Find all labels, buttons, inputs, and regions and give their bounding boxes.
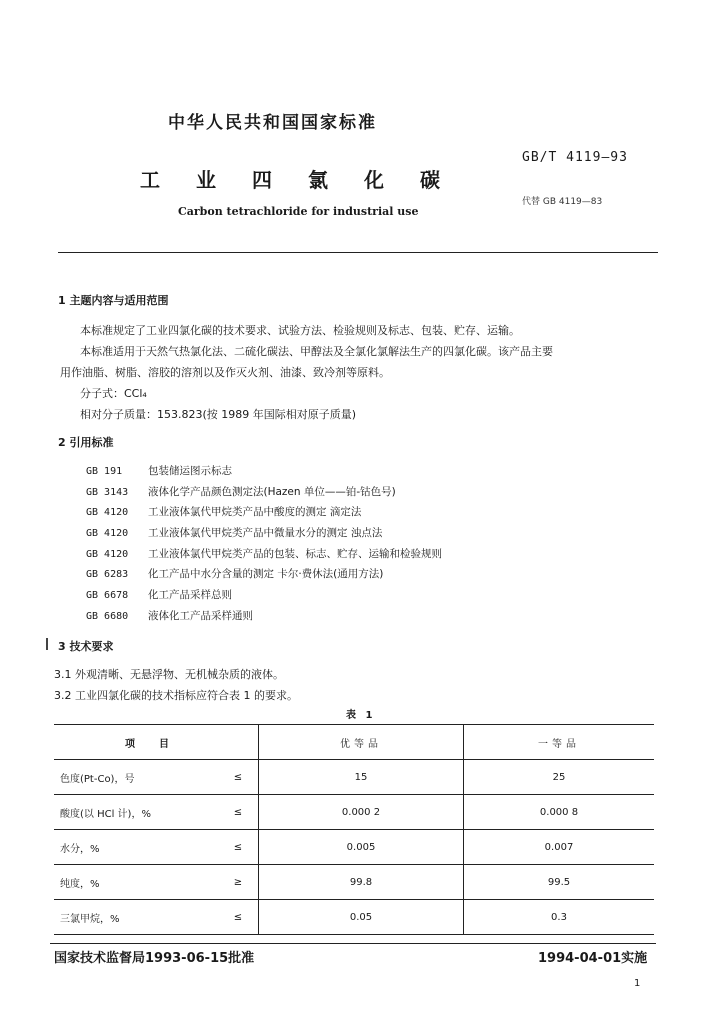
row-superior: 99.8 [259, 865, 464, 900]
row-symbol: ≤ [233, 841, 243, 853]
table-caption: 表 1 [346, 710, 376, 721]
clause-3-2: 3.2 工业四氯化碳的技术指标应符合表 1 的要求。 [54, 689, 298, 702]
row-superior: 0.000 2 [259, 795, 464, 830]
table-row [54, 795, 654, 830]
clause-3-1: 3.1 外观清晰、无悬浮物、无机械杂质的液体。 [54, 668, 284, 681]
row-symbol: ≤ [233, 911, 243, 923]
molecular-mass: 相对分子质量：153.823(按 1989 年国际相对原子质量) [80, 408, 357, 421]
header-first-grade: 一等品 [464, 725, 655, 760]
row-first-grade: 0.3 [464, 900, 655, 935]
standard-code: GB/T 4119—93 [522, 150, 628, 165]
section-1-paragraph-2-continued: 用作油脂、树脂、溶胶的溶剂以及作灭火剂、油漆、致冷剂等原料。 [60, 366, 390, 379]
issued-date: 国家技术监督局1993-06-15批准 [54, 951, 255, 966]
reference-item: GB 4120 工业液体氯代甲烷类产品的包装、标志、贮存、运输和检验规则 [86, 547, 442, 560]
row-superior: 0.05 [259, 900, 464, 935]
table-row [54, 865, 654, 900]
row-first-grade: 0.007 [464, 830, 655, 865]
row-item: 酸度(以 HCl 计)，% [60, 808, 151, 820]
document-title: 工业四氯化碳 [140, 168, 476, 192]
row-symbol: ≤ [233, 771, 243, 783]
table-row [54, 830, 654, 865]
row-symbol: ≥ [233, 876, 243, 888]
document-title-english: Carbon tetrachloride for industrial use [178, 205, 419, 218]
section-1-paragraph-1: 本标准规定了工业四氯化碳的技术要求、试验方法、检验规则及标志、包装、贮存、运输。 [80, 324, 520, 337]
effective-date: 1994-04-01实施 [538, 951, 648, 966]
row-superior: 15 [259, 760, 464, 795]
page-number: 1 [634, 978, 641, 989]
section-1-paragraph-2: 本标准适用于天然气热氯化法、二硫化碳法、甲醇法及全氯化氯解法生产的四氯化碳。该产品主要 [80, 345, 553, 358]
section-1-heading: 1 主题内容与适用范围 [58, 294, 169, 307]
reference-item: GB 6680 液体化工产品采样通则 [86, 609, 253, 622]
row-superior: 0.005 [259, 830, 464, 865]
row-first-grade: 25 [464, 760, 655, 795]
table-row [54, 900, 654, 935]
row-first-grade: 99.5 [464, 865, 655, 900]
header-divider [58, 252, 658, 253]
header-item: 项目 [125, 738, 193, 750]
reference-item: GB 4120 工业液体氯代甲烷类产品中微量水分的测定 浊点法 [86, 527, 383, 540]
margin-mark [46, 638, 48, 650]
table-row [54, 760, 654, 795]
molecular-formula: 分子式：CCl₄ [80, 387, 147, 400]
standard-name: 中华人民共和国国家标准 [168, 113, 377, 133]
reference-item: GB 6678 化工产品采样总则 [86, 589, 232, 602]
section-2-heading: 2 引用标准 [58, 436, 114, 449]
section-3-heading: 3 技术要求 [58, 640, 114, 653]
row-item: 水分，% [60, 843, 100, 855]
row-item: 色度(Pt-Co)，号 [60, 773, 135, 785]
reference-list [86, 463, 442, 629]
row-item: 纯度，% [60, 878, 100, 890]
row-first-grade: 0.000 8 [464, 795, 655, 830]
row-item: 三氯甲烷，% [60, 913, 120, 925]
reference-item: GB 191 包装储运图示标志 [86, 465, 232, 477]
reference-item: GB 4120 工业液体氯代甲烷类产品中酸度的测定 滴定法 [86, 506, 362, 519]
footer-divider [50, 943, 656, 944]
reference-item: GB 6283 化工产品中水分含量的测定 卡尔·费休法(通用方法) [86, 568, 384, 581]
header-superior: 优等品 [259, 725, 464, 760]
replaces-note: 代替 GB 4119—83 [522, 197, 603, 207]
reference-item: GB 3143 液体化学产品颜色测定法(Hazen 单位——铂-钴色号) [86, 485, 396, 498]
row-symbol: ≤ [233, 806, 243, 818]
spec-table [54, 724, 654, 935]
table-header-row [54, 725, 654, 760]
